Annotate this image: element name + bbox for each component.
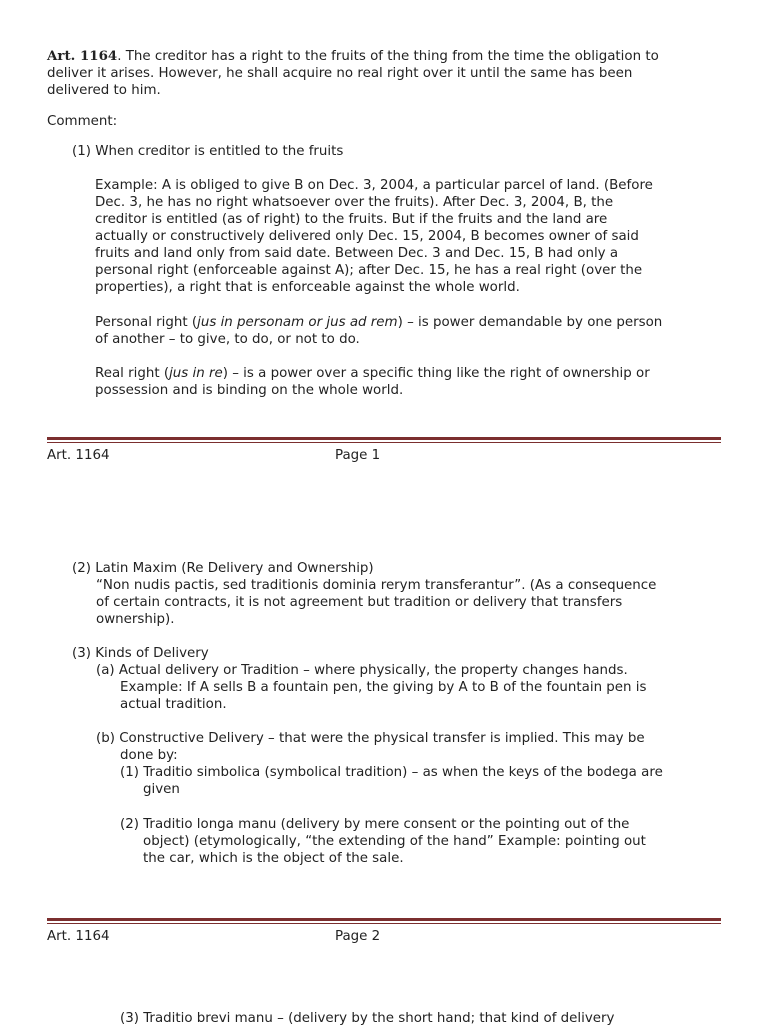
footer-divider-thin-2 — [47, 923, 721, 924]
footer-article: Art. 1164 — [47, 448, 110, 463]
sub-item-2: (2) Traditio longa manu (delivery by mere consent or the pointing out of the — [120, 817, 630, 832]
footer-article-2: Art. 1164 — [47, 929, 110, 944]
personal-right-paragraph: Personal right (jus in personam or jus ad rem) – is power demandable by one person of another – to give, to do, or not to do. — [95, 315, 663, 347]
sub-item-2-continued: object) (etymologically, “the extending of the hand” Example: pointing out the car, which is the object of the sale. — [143, 834, 646, 866]
item-3b-heading: (b) Constructive Delivery – that were the physical transfer is implied. This may be — [96, 731, 645, 746]
item-3a-body: Example: If A sells B a fountain pen, the giving by A to B of the fountain pen is actual tradition. — [120, 680, 647, 712]
footer-divider-thin — [47, 442, 721, 443]
item-2-heading: (2) Latin Maxim (Re Delivery and Ownership) — [72, 561, 374, 576]
example-paragraph: Example: A is obliged to give B on Dec. 3, 2004, a particular parcel of land. (Before Dec. 3, he has no right whatsoever over the fruits). After Dec. 3, 2004, B, the creditor is entitled (as of right) to the fruits. But if the fruits and the land are actually or constructively delivered only Dec. 15, 2004, B becomes owner of said fruits and land only from said date. Between Dec. 3 and Dec. 15, B had only a personal right (enforceable against A); after Dec. 15, he has a real right (over the properties), a right that is enforceable against the whole world. — [95, 178, 653, 295]
footer-divider-thick-2 — [47, 918, 721, 921]
sub-item-1-continued: given — [143, 782, 180, 797]
footer-page-number: Page 1 — [335, 448, 381, 463]
article-paragraph: Art. 1164. The creditor has a right to the fruits of the thing from the time the obligation to deliver it arises. However, he shall acquire no real right over it until the same has been delivered to him. — [47, 48, 659, 98]
item-3b-continued: done by: — [120, 748, 178, 763]
item-1-heading: (1) When creditor is entitled to the fruits — [72, 144, 344, 159]
sub-item-3: (3) Traditio brevi manu – (delivery by the short hand; that kind of delivery — [120, 1011, 615, 1026]
real-right-paragraph: Real right (jus in re) – is a power over a specific thing like the right of ownership or possession and is binding on the whole world. — [95, 366, 650, 398]
item-3a-heading: (a) Actual delivery or Tradition – where physically, the property changes hands. — [96, 663, 628, 678]
item-3-heading: (3) Kinds of Delivery — [72, 646, 209, 661]
comment-label: Comment: — [47, 114, 118, 129]
footer-divider-thick — [47, 437, 721, 440]
footer-page-number-2: Page 2 — [335, 929, 381, 944]
sub-item-1: (1) Traditio simbolica (symbolical tradition) – as when the keys of the bodega are — [120, 765, 663, 780]
article-label: Art. 1164 — [47, 48, 118, 64]
item-2-body: “Non nudis pactis, sed traditionis dominia rerym transferantur”. (As a consequence of certain contracts, it is not agreement but tradition or delivery that transfers ownership). — [96, 578, 657, 627]
